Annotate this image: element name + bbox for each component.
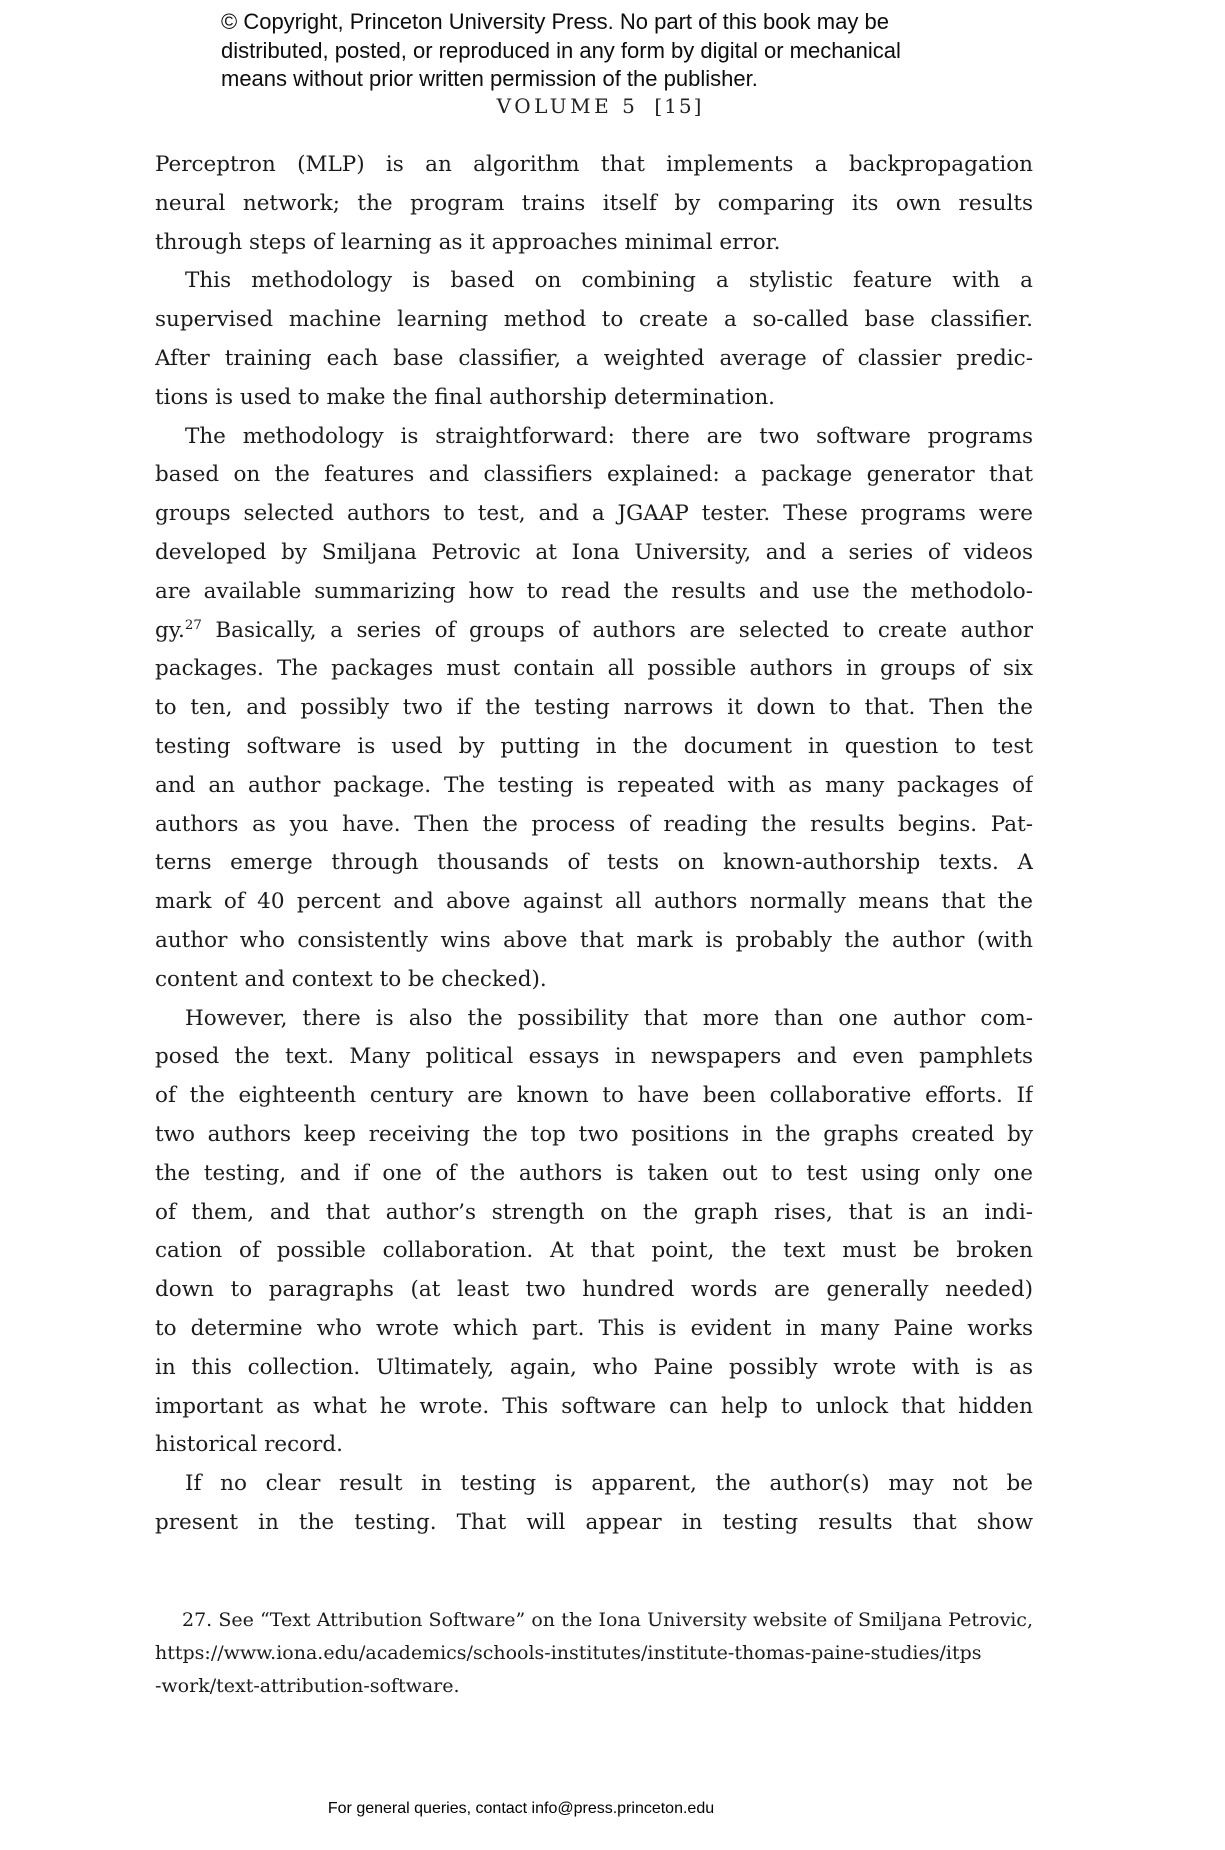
copyright-notice <box>221 8 901 94</box>
body-line: based on the features and classifiers explained: a package generator that <box>155 462 1033 488</box>
body-line: supervised machine learning method to create a so-called base classifier. <box>155 307 1033 333</box>
body-line: authors as you have. Then the process of reading the results begins. Pat- <box>155 811 1033 837</box>
body-line: packages. The packages must contain all possible authors in groups of six <box>155 656 1033 682</box>
body-line: are available summarizing how to read the results and use the methodolo- <box>155 578 1033 604</box>
body-line: through steps of learning as it approaches minimal error. <box>155 229 781 255</box>
footnote <box>155 1604 1033 1703</box>
body-line: of the eighteenth century are known to have been collaborative efforts. If <box>155 1083 1033 1109</box>
running-head <box>497 94 704 118</box>
body-line: If no clear result in testing is apparent, the author(s) may not be <box>185 1471 1033 1497</box>
body-line: important as what he wrote. This software can help to unlock that hidden <box>155 1393 1033 1419</box>
footnote-line: 27. See “Text Attribution Software” on the Iona University website of Smiljana Petrovic, <box>182 1609 1033 1631</box>
page-number: [15] <box>654 94 704 118</box>
body-line: content and context to be checked). <box>155 966 547 992</box>
copyright-line: means without prior written permission of the publisher. <box>221 66 758 91</box>
copyright-line: distributed, posted, or reproduced in any form by digital or mechanical <box>221 37 901 63</box>
text-segment: gy. <box>155 617 185 643</box>
body-line: terns emerge through thousands of tests on known-authorship texts. A <box>155 850 1033 876</box>
body-line: author who consistently wins above that mark is probably the author (with <box>155 927 1033 953</box>
body-line: The methodology is straightforward: there are two software programs <box>185 423 1033 449</box>
body-line: However, there is also the possibility that more than one author com- <box>185 1005 1033 1031</box>
footnote-marker: 27 <box>184 617 202 633</box>
body-line: Perceptron (MLP) is an algorithm that implements a backpropagation <box>155 152 1033 177</box>
copyright-line: © Copyright, Princeton University Press. No part of this book may be <box>221 9 889 34</box>
body-text <box>155 146 1033 1543</box>
body-line: historical record. <box>155 1432 343 1458</box>
body-line: posed the text. Many political essays in newspapers and even pamphlets <box>155 1044 1033 1070</box>
volume-label: VOLUME 5 <box>496 94 639 118</box>
body-line: neural network; the program trains itself by comparing its own results <box>155 190 1033 216</box>
body-line: After training each base classifier, a weighted average of classier predic- <box>155 345 1033 371</box>
body-line <box>155 612 1033 651</box>
text-segment: Basically, a series of groups of authors are selected to create author <box>201 617 1033 643</box>
footer-queries: For general queries, contact info@press.princeton.edu <box>327 1800 715 1817</box>
body-line: down to paragraphs (at least two hundred words are generally needed) <box>155 1277 1033 1303</box>
body-line: developed by Smiljana Petrovic at Iona University, and a series of videos <box>155 539 1033 565</box>
body-line: tions is used to make the final authorship determination. <box>155 384 776 410</box>
body-line: present in the testing. That will appear in testing results that show <box>155 1509 1033 1535</box>
body-line: testing software is used by putting in the document in question to test <box>155 733 1033 759</box>
body-line: of them, and that author’s strength on the graph rises, that is an indi- <box>155 1199 1033 1225</box>
body-line: cation of possible collaboration. At that point, the text must be broken <box>155 1238 1033 1264</box>
footnote-line: -work/text-attribution-software. <box>155 1675 460 1697</box>
body-line: mark of 40 percent and above against all authors normally means that the <box>155 889 1033 915</box>
body-line: to ten, and possibly two if the testing narrows it down to that. Then the <box>155 695 1033 721</box>
body-line: groups selected authors to test, and a JGAAP tester. These programs were <box>155 501 1033 527</box>
body-line: the testing, and if one of the authors is taken out to test using only one <box>155 1160 1033 1186</box>
body-line: This methodology is based on combining a stylistic feature with a <box>185 268 1033 294</box>
body-line: in this collection. Ultimately, again, who Paine possibly wrote with is as <box>155 1354 1033 1380</box>
body-line: to determine who wrote which part. This is evident in many Paine works <box>155 1315 1033 1341</box>
footnote-line: https://www.iona.edu/academics/schools-institutes/institute-thomas-paine-studies/itps <box>155 1642 982 1664</box>
body-line: two authors keep receiving the top two positions in the graphs created by <box>155 1121 1033 1147</box>
body-line: and an author package. The testing is repeated with as many packages of <box>155 772 1033 798</box>
